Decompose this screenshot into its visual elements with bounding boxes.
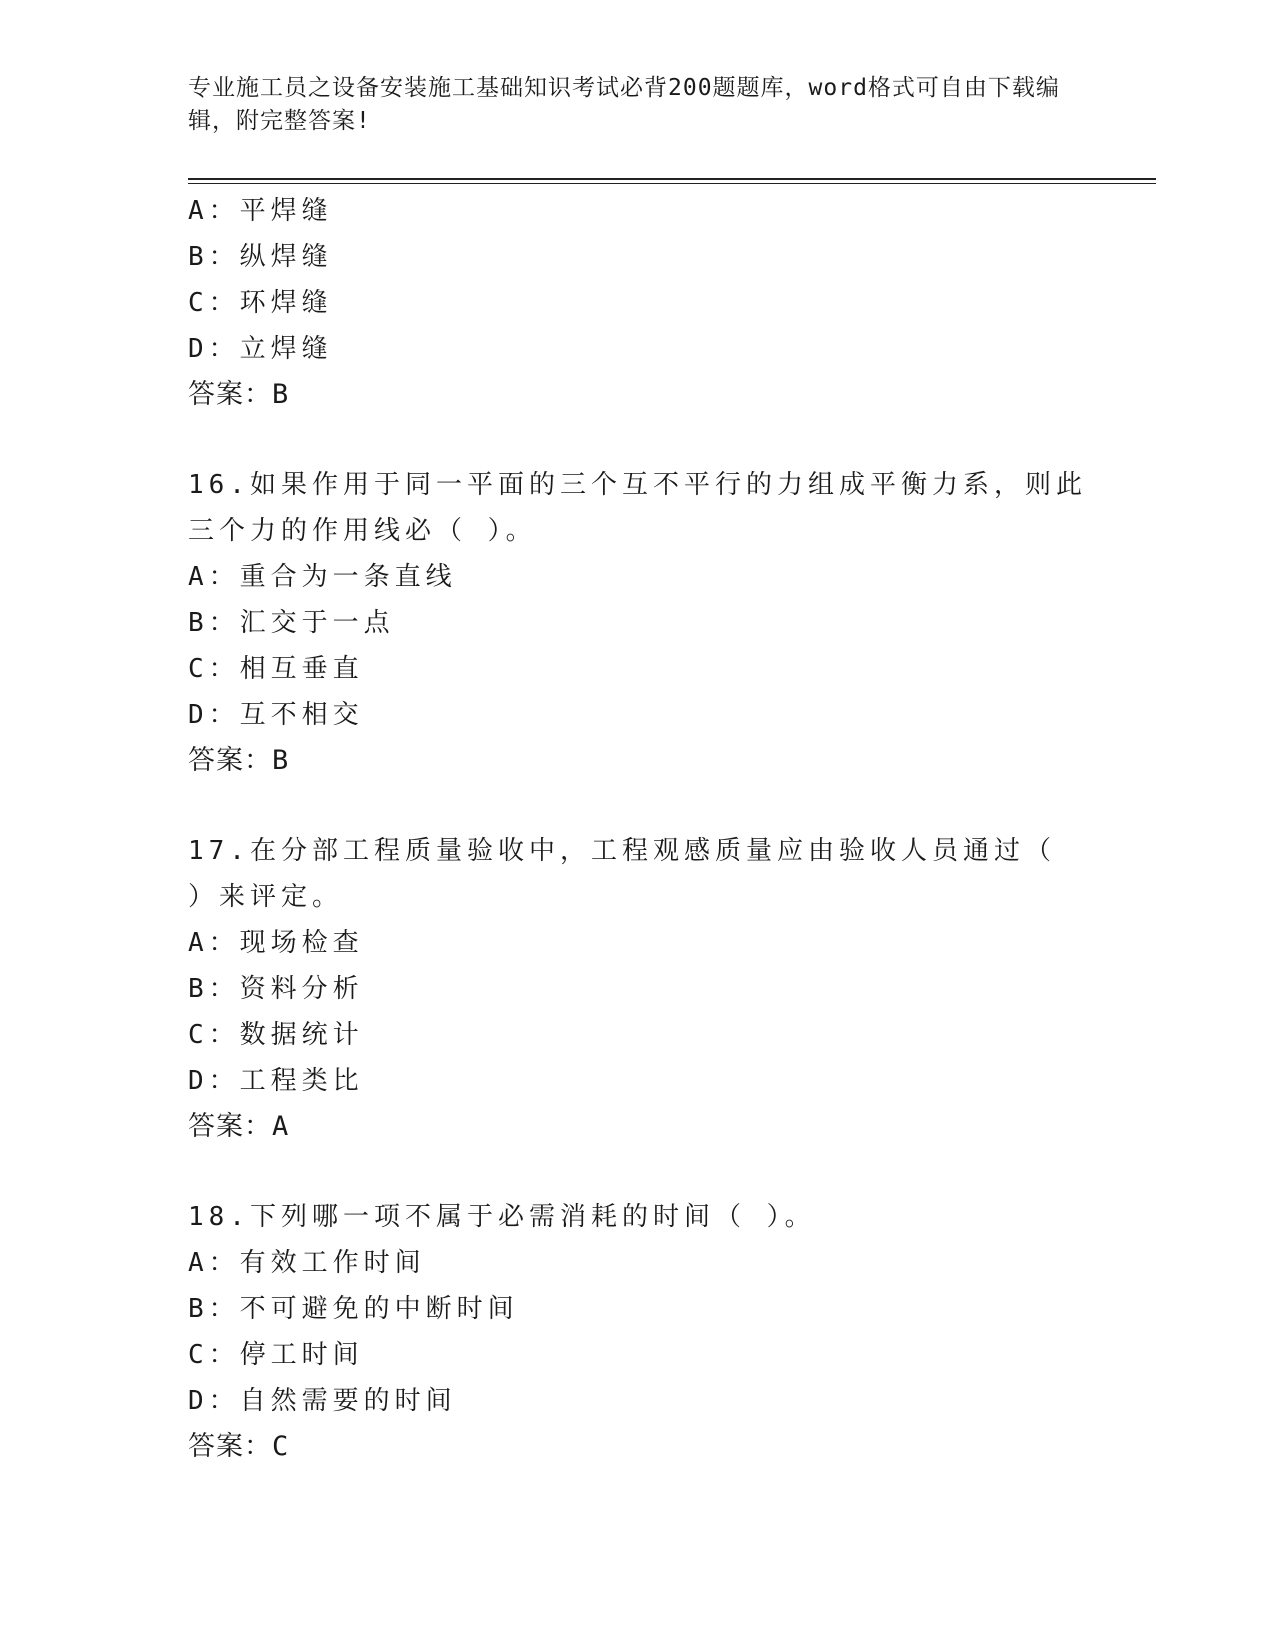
option-c: C：停工时间 (188, 1340, 364, 1370)
document-header (188, 72, 1068, 138)
header-divider-thin (188, 183, 1156, 184)
option-b: B：纵焊缝 (188, 242, 333, 272)
question-18 (188, 1194, 1088, 1470)
answer: 答案：A (188, 1111, 290, 1142)
option-b: B：资料分析 (188, 974, 364, 1004)
option-d: D：自然需要的时间 (188, 1386, 457, 1416)
option-c: C：数据统计 (188, 1020, 364, 1050)
option-b: B：不可避免的中断时间 (188, 1294, 519, 1324)
answer: 答案：B (188, 745, 290, 776)
header-divider-thick (188, 178, 1156, 180)
option-c: C：环焊缝 (188, 288, 333, 318)
option-d: D：互不相交 (188, 700, 364, 730)
option-d: D：工程类比 (188, 1066, 364, 1096)
question-text: 18.下列哪一项不属于必需消耗的时间（ ）。 (188, 1202, 816, 1232)
option-a: A：有效工作时间 (188, 1248, 426, 1278)
option-a: A：现场检查 (188, 928, 364, 958)
question-list (188, 188, 1088, 1470)
option-b: B：汇交于一点 (188, 608, 395, 638)
header-title: 专业施工员之设备安装施工基础知识考试必背200题题库，word格式可自由下载编辑，附完整答案! (188, 75, 1060, 134)
option-a: A：重合为一条直线 (188, 562, 457, 592)
answer: 答案：B (188, 379, 290, 410)
question-16 (188, 462, 1088, 784)
answer: 答案：C (188, 1431, 290, 1462)
question-text: 16.如果作用于同一平面的三个互不平行的力组成平衡力系，则此三个力的作用线必（ ）。 (188, 470, 1087, 546)
option-c: C：相互垂直 (188, 654, 364, 684)
question-text: 17.在分部工程质量验收中，工程观感质量应由验收人员通过（ ）来评定。 (188, 836, 1056, 912)
option-d: D：立焊缝 (188, 334, 333, 364)
question-15-continued (188, 188, 1088, 418)
question-17 (188, 828, 1088, 1150)
option-a: A：平焊缝 (188, 196, 333, 226)
